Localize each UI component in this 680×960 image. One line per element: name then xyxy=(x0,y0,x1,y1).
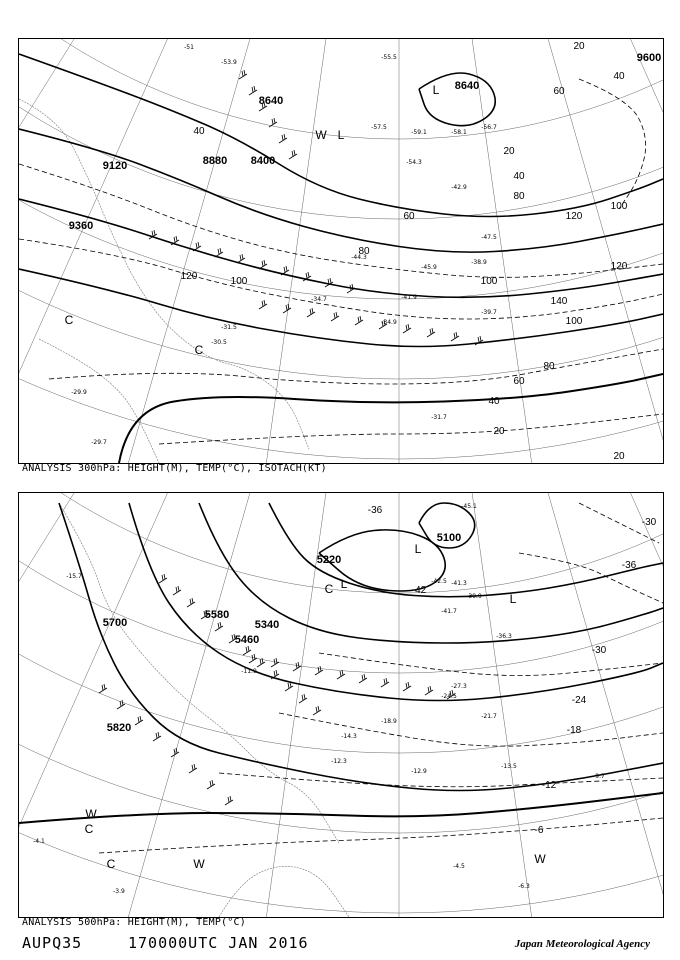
temp-contour-label: -24 xyxy=(571,695,587,706)
coastline xyxy=(59,503,342,843)
temp-label: -18.9 xyxy=(381,718,397,725)
temp-label: -45.1 xyxy=(461,503,477,510)
chart-300hpa-canvas xyxy=(19,39,663,463)
chart-300hpa xyxy=(18,38,664,464)
temp-label: -30.5 xyxy=(211,339,227,346)
temp-label: -15.7 xyxy=(66,573,82,580)
wind-barb xyxy=(315,666,323,675)
isotach-label: 120 xyxy=(565,211,583,222)
pressure-center-symbol: C xyxy=(84,822,94,836)
temp-label: -55.5 xyxy=(381,54,397,61)
isotach-label: 60 xyxy=(553,86,565,97)
temp-label: -14.3 xyxy=(341,733,357,740)
temp-label: -13.5 xyxy=(501,763,517,770)
wind-barb xyxy=(299,694,307,703)
wind-barb xyxy=(249,86,257,95)
pressure-center-symbol: C xyxy=(324,582,334,596)
pressure-center-symbol: L xyxy=(337,128,345,142)
wind-barb xyxy=(189,764,197,773)
wind-barb xyxy=(451,332,459,341)
wind-barb xyxy=(347,284,355,293)
dashed-contour xyxy=(319,653,663,676)
pressure-center-symbol: W xyxy=(193,857,205,871)
temp-label: -58.1 xyxy=(451,129,467,136)
isotach-label: 100 xyxy=(610,201,628,212)
temp-label: -24.5 xyxy=(441,693,457,700)
isotach-label: 100 xyxy=(565,316,583,327)
wind-barb xyxy=(337,670,345,679)
temp-label: -34.7 xyxy=(311,296,327,303)
meridian-line xyxy=(19,39,399,463)
isotach-label: 120 xyxy=(610,261,628,272)
pressure-center-symbol: L xyxy=(432,83,440,97)
wind-barb xyxy=(403,324,411,333)
meridian-line xyxy=(399,493,663,917)
meridian-line xyxy=(399,493,663,917)
meridian-line xyxy=(19,39,399,463)
dashed-contour xyxy=(19,239,663,319)
temp-label: -29.7 xyxy=(91,439,107,446)
valid-time: 170000UTC JAN 2016 xyxy=(128,934,309,952)
coastline xyxy=(219,866,349,917)
temp-contour-label: -42 xyxy=(411,585,427,596)
height-contour xyxy=(59,503,663,791)
pressure-center-symbol: W xyxy=(315,128,327,142)
wind-barb xyxy=(99,684,107,693)
temp-label: -54.3 xyxy=(406,159,422,166)
height-label: 9600 xyxy=(636,52,662,64)
isotach-label: 60 xyxy=(513,376,525,387)
temp-label: -4.5 xyxy=(453,863,465,870)
temp-label: -51 xyxy=(184,44,194,51)
dashed-contour xyxy=(49,349,663,384)
wind-barb xyxy=(159,574,167,583)
temp-label: -42.5 xyxy=(431,578,447,585)
temp-label: -27.3 xyxy=(451,683,467,690)
height-label: 8640 xyxy=(258,95,284,107)
isotach-label: 40 xyxy=(193,126,205,137)
isotach-label: 20 xyxy=(613,451,625,462)
temp-label: -34.9 xyxy=(381,319,397,326)
meridian-line xyxy=(68,39,399,463)
isotach-label: 40 xyxy=(613,71,625,82)
temp-label: -41.3 xyxy=(451,580,467,587)
meridian-line xyxy=(399,39,663,438)
temp-contour-label: -6 xyxy=(534,825,544,836)
chart-500hpa-canvas xyxy=(19,493,663,917)
temp-label: -4.1 xyxy=(33,838,45,845)
temp-label: -6.3 xyxy=(518,883,530,890)
wind-barb xyxy=(243,646,251,655)
temp-label: -57.5 xyxy=(371,124,387,131)
wind-barb xyxy=(207,780,215,789)
temp-label: -3.9 xyxy=(113,888,125,895)
temp-contour-label: -36 xyxy=(367,505,383,516)
wind-barb xyxy=(225,796,233,805)
pressure-center-symbol: C xyxy=(106,857,116,871)
isotach-label: 80 xyxy=(543,361,555,372)
height-contour xyxy=(19,129,663,252)
temp-label: -21.7 xyxy=(481,713,497,720)
isotach-label: 20 xyxy=(503,146,515,157)
isotach-label: 80 xyxy=(358,246,370,257)
height-label: 5460 xyxy=(234,634,260,646)
isotach-label: 40 xyxy=(488,396,500,407)
isotach-label: 100 xyxy=(480,276,498,287)
wind-barb xyxy=(187,598,195,607)
pressure-center-symbol: L xyxy=(509,592,517,606)
height-label: 8640 xyxy=(454,80,480,92)
chart-300hpa-caption: ANALYSIS 300hPa: HEIGHT(M), TEMP(°C), ISOTACH(KT) xyxy=(22,463,327,474)
wind-barb xyxy=(279,134,287,143)
dashed-contour xyxy=(279,713,663,746)
height-label: 5580 xyxy=(204,609,230,621)
temp-label: -12.3 xyxy=(331,758,347,765)
wind-barb xyxy=(117,700,125,709)
wind-barb xyxy=(331,312,339,321)
meridian-line xyxy=(19,39,399,438)
temp-label: -44.3 xyxy=(351,254,367,261)
temp-label: -12.9 xyxy=(411,768,427,775)
temp-label: -42.9 xyxy=(451,184,467,191)
wind-barb xyxy=(237,254,245,263)
height-contour xyxy=(19,793,663,823)
temp-label: -47.5 xyxy=(481,234,497,241)
temp-label: -31.7 xyxy=(431,414,447,421)
temp-label: -29.9 xyxy=(71,389,87,396)
wind-barb xyxy=(325,278,333,287)
product-code: AUPQ35 xyxy=(22,934,83,952)
meridian-line xyxy=(399,493,663,917)
wind-barb xyxy=(259,300,267,309)
dashed-contour xyxy=(519,553,663,603)
chart-500hpa xyxy=(18,492,664,918)
height-contour xyxy=(119,374,663,463)
temp-contour-label: -36 xyxy=(621,560,637,571)
wind-barb xyxy=(173,586,181,595)
temp-label: -36.3 xyxy=(496,633,512,640)
pressure-center-symbol: C xyxy=(64,313,74,327)
isotach-label: 80 xyxy=(513,191,525,202)
wind-barb xyxy=(381,678,389,687)
height-label: 8880 xyxy=(202,155,228,167)
wind-barb xyxy=(289,150,297,159)
pressure-center-symbol: C xyxy=(194,343,204,357)
temp-label: -53.9 xyxy=(221,59,237,66)
wind-barb xyxy=(271,658,279,667)
agency-name: Japan Meteorological Agency xyxy=(514,938,650,950)
pressure-center-symbol: W xyxy=(85,807,97,821)
isotach-label: 140 xyxy=(550,296,568,307)
wind-barb xyxy=(135,716,143,725)
temp-label: -45.9 xyxy=(421,264,437,271)
temp-label: -38.9 xyxy=(471,259,487,266)
temp-contour-label: -30 xyxy=(641,517,657,528)
height-label: 9120 xyxy=(102,160,128,172)
chart-500hpa-caption: ANALYSIS 500hPa: HEIGHT(M), TEMP(°C) xyxy=(22,917,246,928)
temp-contour-label: -18 xyxy=(566,725,582,736)
temp-label: -39.9 xyxy=(466,593,482,600)
height-contour xyxy=(129,503,663,701)
pressure-center-symbol: L xyxy=(414,542,422,556)
meridian-line xyxy=(68,493,399,917)
temp-label: -9.7 xyxy=(593,773,605,780)
wind-barb xyxy=(239,70,247,79)
temp-label: -41.7 xyxy=(441,608,457,615)
isotach-label: 20 xyxy=(493,426,505,437)
wind-barb xyxy=(403,682,411,691)
wind-barb xyxy=(215,622,223,631)
temp-label: -59.1 xyxy=(411,129,427,136)
wind-barb xyxy=(355,316,363,325)
isotach-label: 100 xyxy=(230,276,248,287)
wind-barb xyxy=(359,674,367,683)
temp-label: -56.7 xyxy=(481,124,497,131)
height-label: 8400 xyxy=(250,155,276,167)
height-label: 5340 xyxy=(254,619,280,631)
dashed-contour xyxy=(99,818,663,853)
height-label: 5820 xyxy=(106,722,132,734)
wind-barb xyxy=(313,706,321,715)
wind-barb xyxy=(307,308,315,317)
temp-label: -39.7 xyxy=(481,309,497,316)
wind-barb xyxy=(427,328,435,337)
isotach-label: 40 xyxy=(513,171,525,182)
wind-barb xyxy=(283,304,291,313)
height-label: 5100 xyxy=(436,532,462,544)
height-label: 9360 xyxy=(68,220,94,232)
temp-label: -41.9 xyxy=(401,294,417,301)
pressure-center-symbol: L xyxy=(340,577,348,591)
temp-contour-label: -30 xyxy=(591,645,607,656)
meridian-line xyxy=(232,493,399,917)
isotach-label: 20 xyxy=(573,41,585,52)
wind-barb xyxy=(285,682,293,691)
pressure-center-symbol: W xyxy=(534,852,546,866)
isotach-label: 60 xyxy=(403,211,415,222)
height-label: 5700 xyxy=(102,617,128,629)
wind-barb xyxy=(171,748,179,757)
isotach-label: 120 xyxy=(180,271,198,282)
dashed-contour xyxy=(159,414,663,444)
height-label: 5220 xyxy=(316,554,342,566)
wind-barb xyxy=(293,662,301,671)
temp-contour-label: -12 xyxy=(541,780,557,791)
wind-barb xyxy=(153,732,161,741)
temp-label: -31.5 xyxy=(221,324,237,331)
wind-barb xyxy=(249,654,257,663)
wind-barb xyxy=(425,686,433,695)
temp-label: -11.9 xyxy=(241,668,257,675)
